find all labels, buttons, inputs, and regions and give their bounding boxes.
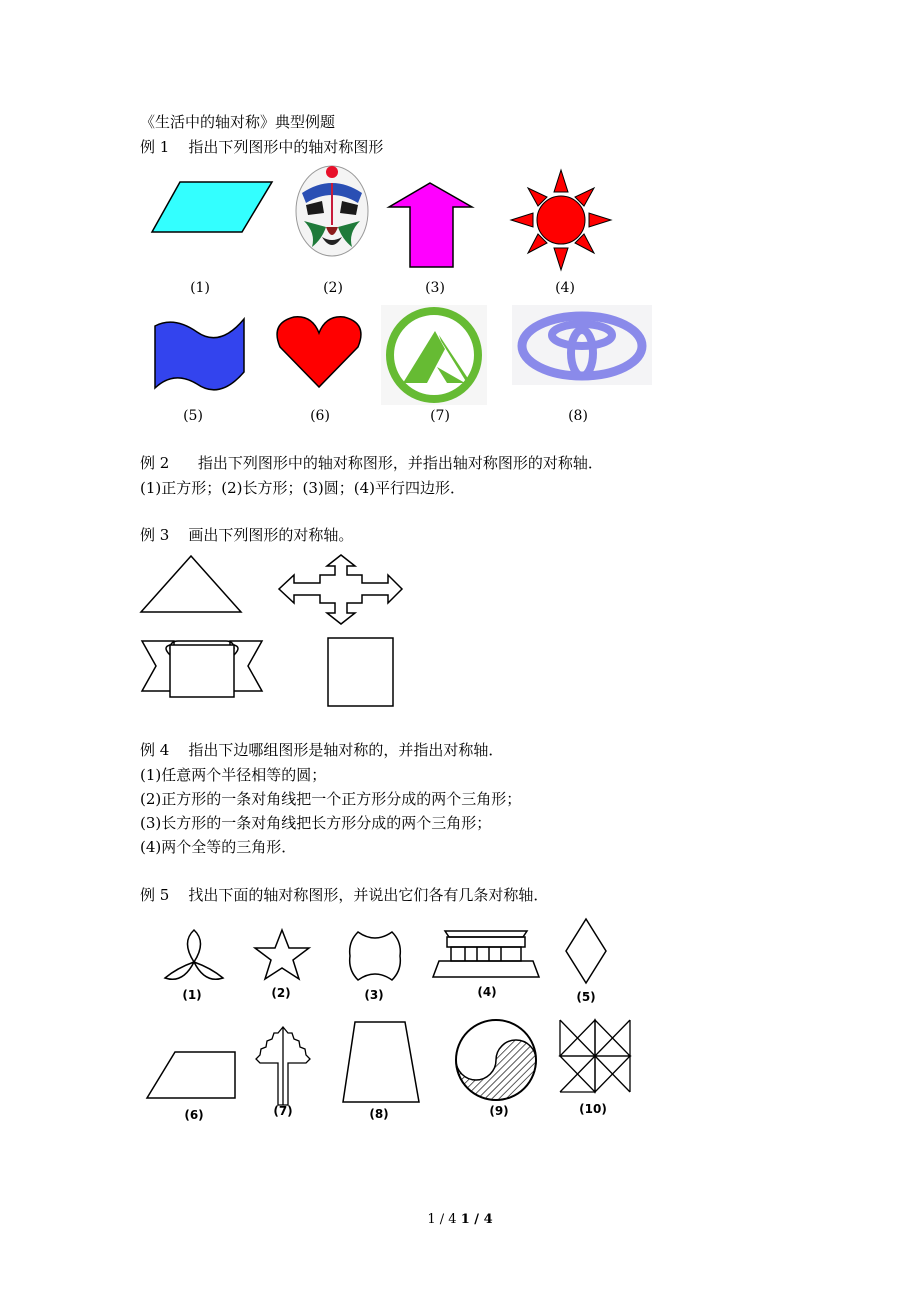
ex1-caption-2: (2) [323,280,343,296]
ex1-heading [140,138,383,156]
page-title: 《生活中的轴对称》典型例题 [140,113,336,131]
opera-mask-figure [292,163,372,258]
ex4-item-3: (3)长方形的一条对角线把长方形分成的两个三角形； [140,814,492,832]
ex5-caption-10: (10) [579,1102,607,1116]
up-arrow-figure [386,181,476,271]
ex2-label: 例 2 [140,454,170,472]
ex1-caption-5: (5) [183,408,203,424]
ex1-label: 例 1 [140,138,170,156]
ex5-caption-3: (3) [364,988,384,1002]
ex5-caption-6: (6) [184,1108,204,1122]
square-outline [327,637,395,709]
ex1-caption-6: (6) [310,408,330,424]
ex3-text: 画出下列图形的对称轴。 [188,526,354,544]
ex4-label: 例 4 [140,741,170,759]
ex5-caption-4: (4) [477,985,497,999]
ex3-label: 例 3 [140,526,170,544]
four-lobe-figure [346,928,404,984]
pinwheel-figure [558,1018,632,1094]
oval-logo-figure [512,305,652,385]
ex1-caption-1: (1) [190,280,210,296]
heart-figure [274,313,364,389]
ex5-caption-5: (5) [576,990,596,1004]
ex2-text: 指出下列图形中的轴对称图形，并指出轴对称图形的对称轴． [197,454,603,472]
ex5-caption-1: (1) [182,988,202,1002]
page-number-bold: 1 / 4 [460,1212,493,1227]
ex4-heading [140,741,503,759]
ex5-text: 找出下面的轴对称图形，并说出它们各有几条对称轴． [188,886,549,904]
ex5-label: 例 5 [140,886,170,904]
ex4-item-2: (2)正方形的一条对角线把一个正方形分成的两个三角形； [140,790,522,808]
ex5-caption-7: (7) [273,1104,293,1118]
ex1-text: 指出下列图形中的轴对称图形 [188,138,384,156]
triangle-outline [140,553,244,615]
ex5-caption-8: (8) [369,1107,389,1121]
parallelogram-figure [150,180,275,235]
tree-figure [254,1025,312,1107]
ex4-text: 指出下边哪组图形是轴对称的，并指出对称轴． [188,741,504,759]
ex2-heading [140,454,603,472]
page-number [0,1212,920,1227]
ex5-caption-9: (9) [489,1104,509,1118]
gate-building-figure [431,925,541,981]
ex1-caption-4: (4) [555,280,575,296]
green-triangle-logo [381,305,487,405]
ex5-heading [140,886,548,904]
star-figure [252,928,312,982]
ex5-caption-2: (2) [271,986,291,1000]
ex4-item-4: (4)两个全等的三角形． [140,838,297,856]
ex1-caption-8: (8) [568,408,588,424]
page-number-plain: 1 / 4 [427,1212,457,1227]
trapezoid-figure [341,1020,421,1104]
slanted-parallelogram-figure [145,1050,237,1102]
four-arrow-cross [276,553,406,627]
ribbon-banner [140,635,264,701]
yin-yang-figure [452,1018,542,1102]
ex3-heading [140,526,353,544]
ex4-item-1: (1)任意两个半径相等的圆； [140,766,327,784]
rhombus-figure [564,917,608,985]
wavy-flag-figure [152,314,247,392]
ex2-list: (1)正方形；(2)长方形；(3)圆；(4)平行四边形． [140,479,465,497]
three-petal-figure [163,928,225,982]
ex1-caption-7: (7) [430,408,450,424]
sun-figure [509,168,613,272]
ex1-caption-3: (3) [425,280,445,296]
